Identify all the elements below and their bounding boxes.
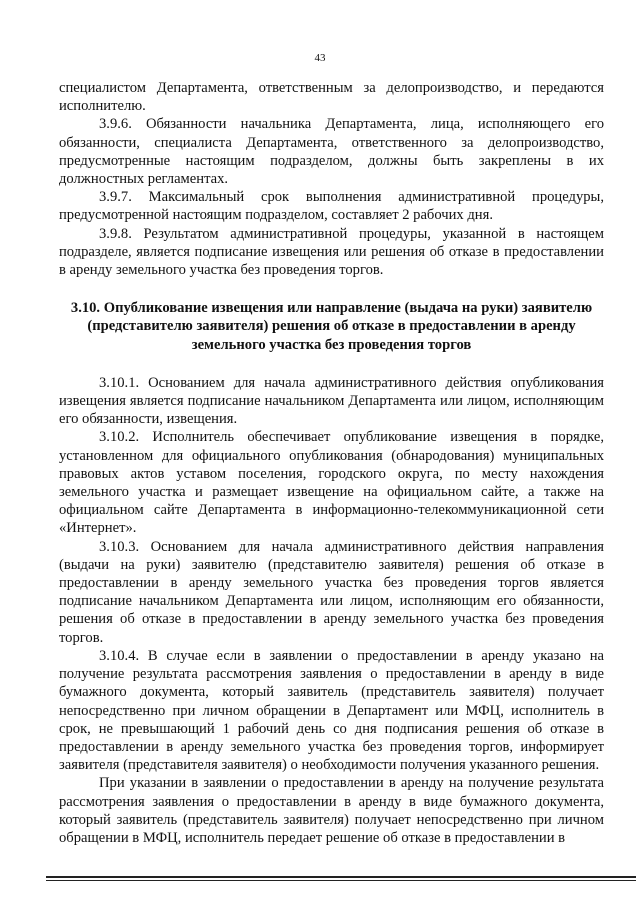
paragraph-continuation: специалистом Департамента, ответственным за делопроизводство, и передаются исполнителю. xyxy=(59,80,604,115)
paragraph-3-10-4: 3.10.4. В случае если в заявлении о предоставлении в аренду указано на получение результата рассмотрения заявления о предоставлении в аренду в виде бумажного документа, который заявитель (представитель заявителя) получает непосредственно при личном обращении в Департамент или МФЦ, исполнитель в срок, не превышающий 1 рабочий день со дня подписания решения об отказе в предоставлении в аренду земельного участка без проведения торгов, информирует заявителя (представителя заявителя) о необходимости получения указанного решения. xyxy=(59,647,604,774)
section-heading-3-10: 3.10. Опубликование извещения или направление (выдача на руки) заявителю (представителю заявителя) решения об отказе в предоставлении в аренду земельного участка без проведения торгов xyxy=(70,300,593,353)
footer-divider xyxy=(46,876,636,878)
paragraph-3-9-7: 3.9.7. Максимальный срок выполнения административной процедуры, предусмотренной настоящим подразделом, составляет 2 рабочих дня. xyxy=(59,189,604,224)
footer-divider-thin xyxy=(46,880,636,881)
document-body xyxy=(59,79,604,847)
paragraph-3-10-2: 3.10.2. Исполнитель обеспечивает опубликование извещения в порядке, установленном для официального опубликования (обнародования) муниципальных правовых актов уставом поселения, городского округа, по месту нахождения земельного участка и размещает извещение на официальном сайте, а также на официальном сайте Департамента в информационно-телекоммуникационной сети «Интернет». xyxy=(59,429,604,537)
paragraph-3-9-8: 3.9.8. Результатом административной процедуры, указанной в настоящем подразделе, является подписание извещения или решения об отказе в предоставлении в аренду земельного участка без проведения торгов. xyxy=(59,225,604,279)
paragraph-3-10-3: 3.10.3. Основанием для начала административного действия направления (выдачи на руки) заявителю (представителю заявителя) решения об отказе в предоставлении в аренду земельного участка без проведения торгов является подписание начальником Департамента или лицом, исполняющим его обязанности, решения об отказе в предоставлении в аренду земельного участка без проведения торгов. xyxy=(59,538,604,646)
page-number: 43 xyxy=(314,52,326,64)
paragraph-3-9-6: 3.9.6. Обязанности начальника Департамента, лица, исполняющего его обязанности, специалиста Департамента, ответственного за делопроизводство, предусмотренные настоящим подразделом, должны быть закреплены в их должностных регламентах. xyxy=(59,116,604,188)
paragraph-3-10-1: 3.10.1. Основанием для начала административного действия опубликования извещения является подписание начальником Департамента или лицом, исполняющим его обязанности, извещения. xyxy=(59,374,604,428)
paragraph-mfc-delivery: При указании в заявлении о предоставлении в аренду на получение результата рассмотрения заявления о предоставлении в аренду в виде бумажного документа, который заявитель (представитель заявителя) получает непосредственно при личном обращении в МФЦ, исполнитель передает решение об отказе в предоставлении в xyxy=(59,775,604,846)
